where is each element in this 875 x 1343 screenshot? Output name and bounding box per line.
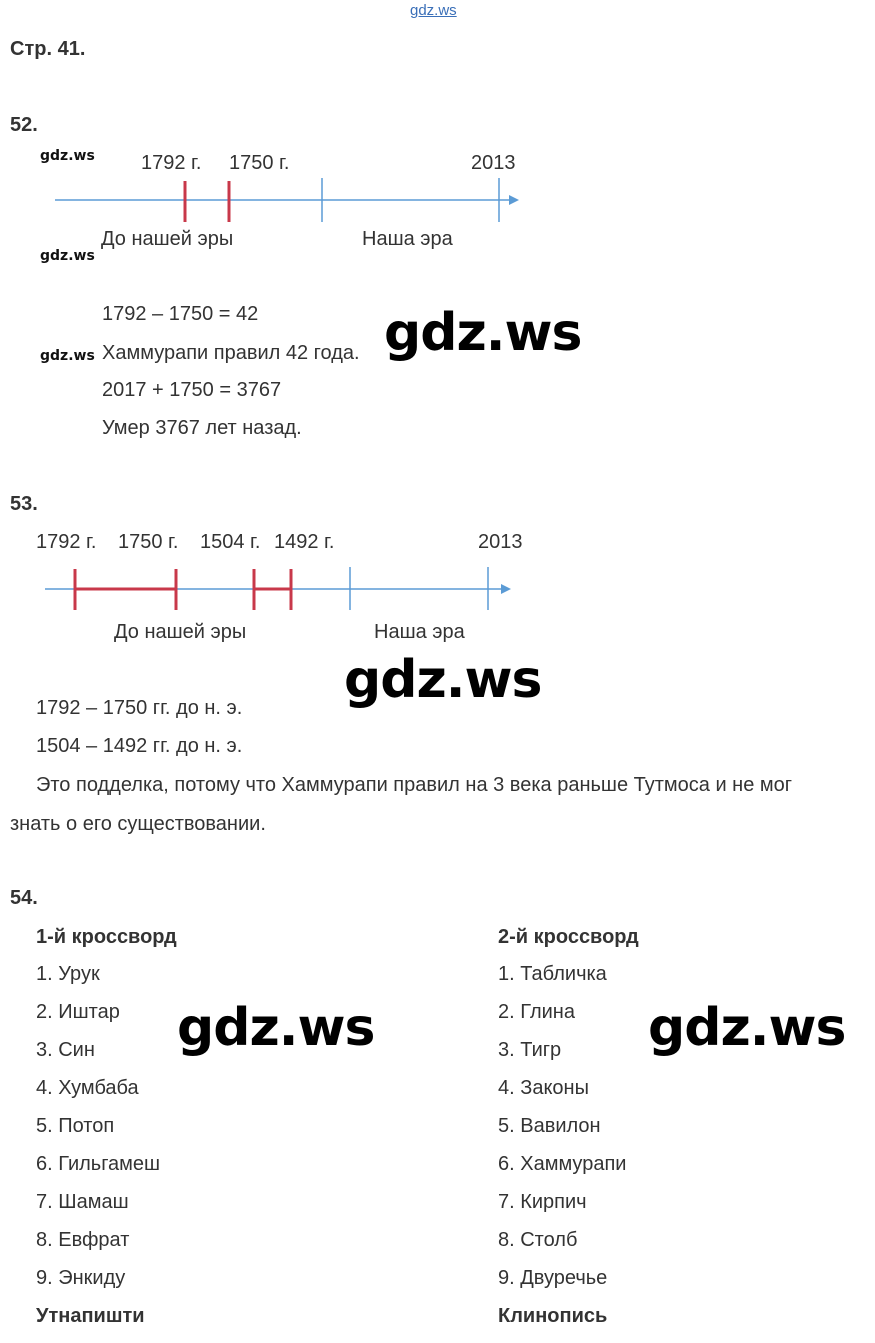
watermark-small: gdz.ws [40, 148, 95, 164]
crossword-1-title: 1-й кроссворд [36, 926, 177, 948]
calc-line: 2017 + 1750 = 3767 [102, 379, 282, 401]
list-item: 4. Хумбаба [36, 1077, 139, 1099]
watermark-small: gdz.ws [40, 248, 95, 264]
list-item: 2. Глина [498, 1001, 575, 1023]
task-52-number: 52. [10, 114, 38, 136]
list-item: 2. Иштар [36, 1001, 120, 1023]
timeline-label: 1792 г. [141, 152, 202, 174]
era-after-label: Наша эра [362, 228, 453, 250]
timeline-52 [55, 178, 519, 222]
watermark-large: gdz.ws [344, 650, 542, 710]
list-item: 7. Кирпич [498, 1191, 587, 1213]
site-link[interactable]: gdz.ws [410, 2, 457, 19]
list-item: 1. Табличка [498, 963, 607, 985]
list-item: 3. Тигр [498, 1039, 562, 1061]
list-item: 5. Потоп [36, 1115, 115, 1137]
timeline-label: 1750 г. [229, 152, 290, 174]
watermark-large: gdz.ws [384, 303, 582, 363]
task-54-number: 54. [10, 887, 38, 909]
timeline-label: 1792 г. [36, 531, 97, 553]
crossword-2-answer: Клинопись [498, 1305, 608, 1327]
watermark-large: gdz.ws [177, 998, 375, 1058]
era-after-label: Наша эра [374, 621, 465, 643]
timeline-53 [45, 567, 511, 610]
watermark-small: gdz.ws [40, 348, 95, 364]
crossword-1-answer: Утнапишти [36, 1305, 145, 1327]
list-item: 8. Евфрат [36, 1229, 130, 1251]
list-item: 4. Законы [498, 1077, 589, 1099]
timeline-label: 1504 г. [200, 531, 261, 553]
timeline-label: 2013 [478, 531, 523, 553]
timeline-arrow [509, 195, 519, 205]
era-before-label: До нашей эры [114, 621, 247, 643]
watermark-large: gdz.ws [648, 998, 846, 1058]
calc-line: 1792 – 1750 = 42 [102, 303, 259, 325]
list-item: 9. Энкиду [36, 1267, 126, 1289]
conclusion-text: Это подделка, потому что Хаммурапи правил на 3 века раньше Тутмоса и не мог [36, 774, 793, 796]
timeline-label: 1492 г. [274, 531, 335, 553]
list-item: 8. Столб [498, 1229, 578, 1251]
calc-line: Умер 3767 лет назад. [102, 417, 302, 439]
calc-line: Хаммурапи правил 42 года. [102, 342, 360, 364]
list-item: 7. Шамаш [36, 1191, 129, 1213]
timeline-label: 2013 [471, 152, 516, 174]
conclusion-text: знать о его существовании. [10, 813, 266, 835]
timeline-label: 1750 г. [118, 531, 179, 553]
list-item: 6. Гильгамеш [36, 1153, 161, 1175]
list-item: 3. Син [36, 1039, 95, 1061]
task-53-number: 53. [10, 493, 38, 515]
list-item: 5. Вавилон [498, 1115, 601, 1137]
page-label: Стр. 41. [10, 38, 86, 60]
list-item: 9. Двуречье [498, 1267, 608, 1289]
era-before-label: До нашей эры [101, 228, 234, 250]
date-range-line: 1504 – 1492 гг. до н. э. [36, 735, 243, 757]
list-item: 6. Хаммурапи [498, 1153, 627, 1175]
crossword-2-title: 2-й кроссворд [498, 926, 639, 948]
list-item: 1. Урук [36, 963, 100, 985]
date-range-line: 1792 – 1750 гг. до н. э. [36, 697, 243, 719]
timeline-arrow [501, 584, 511, 594]
